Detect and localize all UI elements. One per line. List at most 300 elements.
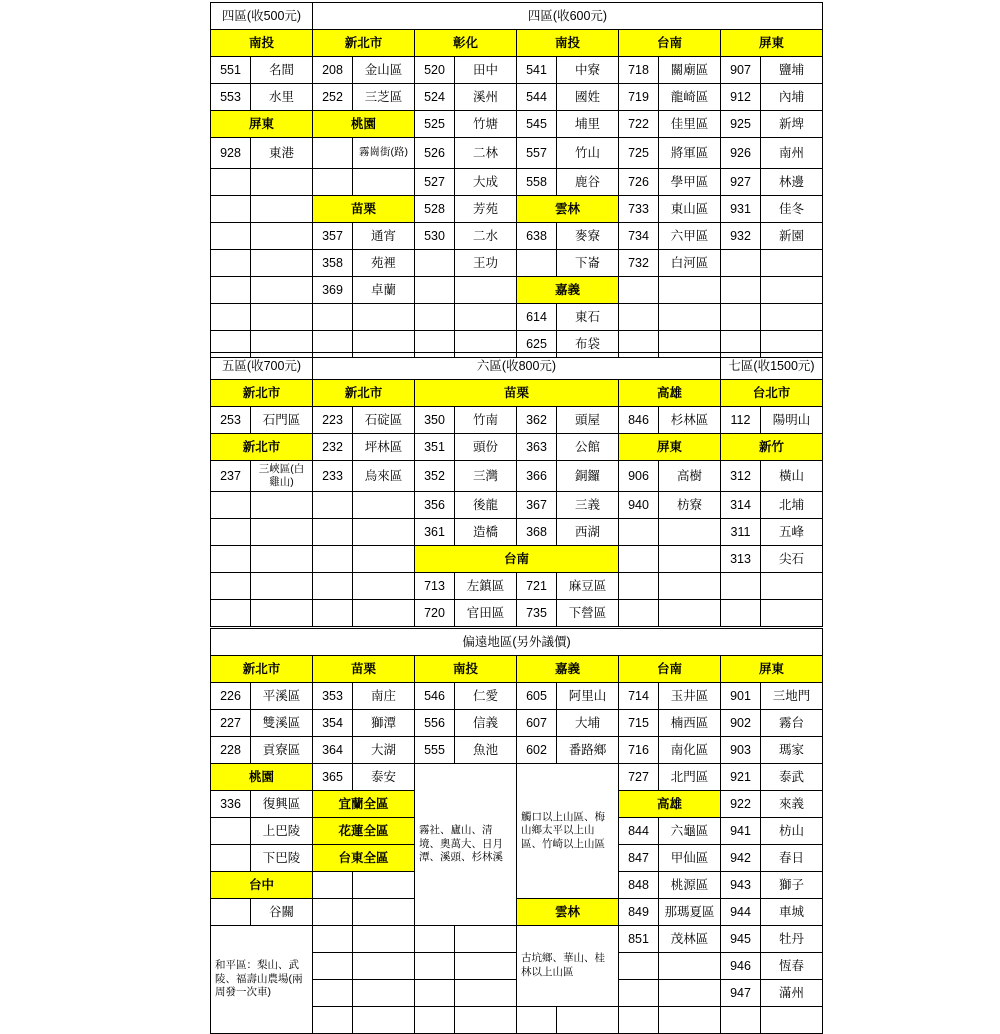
- area: 六甲區: [659, 223, 721, 250]
- area: 南化區: [659, 737, 721, 764]
- code: 367: [517, 492, 557, 519]
- code: 544: [517, 84, 557, 111]
- table-row: [211, 573, 823, 600]
- area: 高樹: [659, 461, 721, 492]
- empty-cell: [211, 277, 251, 304]
- area: 貢寮區: [251, 737, 313, 764]
- table-row: [211, 196, 823, 223]
- area: 大成: [455, 169, 517, 196]
- empty-cell: [415, 304, 455, 331]
- empty-cell: [761, 277, 823, 304]
- empty-cell: [659, 519, 721, 546]
- code: 714: [619, 683, 659, 710]
- empty-cell: [721, 600, 761, 627]
- code: 721: [517, 573, 557, 600]
- code: 233: [313, 461, 353, 492]
- code: 364: [313, 737, 353, 764]
- empty-cell: [415, 980, 455, 1007]
- area: 下巴陵: [251, 845, 313, 872]
- empty-cell: [619, 546, 659, 573]
- code: 605: [517, 683, 557, 710]
- group-header-newtaipei-3: 新北市: [211, 434, 313, 461]
- area: 佳冬: [761, 196, 823, 223]
- group-header-nantou: 南投: [211, 30, 313, 57]
- empty-cell: [455, 926, 517, 953]
- code: 368: [517, 519, 557, 546]
- code: 541: [517, 57, 557, 84]
- empty-cell: [211, 519, 251, 546]
- empty-cell: [659, 304, 721, 331]
- group-header-row: [211, 656, 823, 683]
- code: 946: [721, 953, 761, 980]
- group-header-kaohsiung: 高雄: [619, 380, 721, 407]
- code: 546: [415, 683, 455, 710]
- code: 237: [211, 461, 251, 492]
- area: 林邊: [761, 169, 823, 196]
- code: 208: [313, 57, 353, 84]
- area: 霧崗街(路): [353, 138, 415, 169]
- code: 625: [517, 331, 557, 358]
- group-header-taichung: 台中: [211, 872, 313, 899]
- area: 三義: [557, 492, 619, 519]
- empty-cell: [619, 573, 659, 600]
- area: 中寮: [557, 57, 619, 84]
- area: 頭屋: [557, 407, 619, 434]
- group-header-hsinchu: 新竹: [721, 434, 823, 461]
- area: 滿州: [761, 980, 823, 1007]
- code: 551: [211, 57, 251, 84]
- code: 638: [517, 223, 557, 250]
- area: 通宵: [353, 223, 415, 250]
- code: 527: [415, 169, 455, 196]
- group-header-row: [211, 380, 823, 407]
- group-header-newtaipei-2: 新北市: [313, 380, 415, 407]
- area: 新園: [761, 223, 823, 250]
- group-header-kaohsiung: 高雄: [619, 791, 721, 818]
- area: 桃源區: [659, 872, 721, 899]
- zone-title-1500: 七區(收1500元): [721, 353, 823, 380]
- zone-table-remote: [210, 628, 823, 1034]
- area: 玉井區: [659, 683, 721, 710]
- zone-title-800: 六區(收800元): [313, 353, 721, 380]
- group-header-changhua: 彰化: [415, 30, 517, 57]
- code: 922: [721, 791, 761, 818]
- code: 848: [619, 872, 659, 899]
- zone-table-five-six-seven: [210, 352, 823, 627]
- area: 橫山: [761, 461, 823, 492]
- area: 北門區: [659, 764, 721, 791]
- code: 252: [313, 84, 353, 111]
- table-title-row: [211, 3, 823, 30]
- area: 鹽埔: [761, 57, 823, 84]
- empty-cell: [353, 519, 415, 546]
- code: 847: [619, 845, 659, 872]
- table-row: [211, 304, 823, 331]
- code: 912: [721, 84, 761, 111]
- code: 907: [721, 57, 761, 84]
- area: 芳苑: [455, 196, 517, 223]
- empty-cell: [313, 492, 353, 519]
- code: 614: [517, 304, 557, 331]
- group-header-taoyuan: 桃園: [313, 111, 415, 138]
- code: 733: [619, 196, 659, 223]
- area: 西湖: [557, 519, 619, 546]
- empty-cell: [353, 980, 415, 1007]
- code: 353: [313, 683, 353, 710]
- area: 三峽區(白雞山): [251, 461, 313, 492]
- empty-cell: [619, 953, 659, 980]
- empty-cell: [721, 250, 761, 277]
- group-header-newtaipei: 新北市: [211, 380, 313, 407]
- area: 枋山: [761, 818, 823, 845]
- area: 左鎮區: [455, 573, 517, 600]
- table-row: [211, 84, 823, 111]
- code: 851: [619, 926, 659, 953]
- empty-cell: [251, 573, 313, 600]
- group-header-newtaipei: 新北市: [211, 656, 313, 683]
- table-row: [211, 277, 823, 304]
- area: 新埤: [761, 111, 823, 138]
- code: 925: [721, 111, 761, 138]
- empty-cell: [313, 926, 353, 953]
- code: 713: [415, 573, 455, 600]
- group-header-taoyuan: 桃園: [211, 764, 313, 791]
- area: 南庄: [353, 683, 415, 710]
- area: 麥寮: [557, 223, 619, 250]
- code: 311: [721, 519, 761, 546]
- code: 902: [721, 710, 761, 737]
- empty-cell: [415, 1007, 455, 1034]
- taichung-remote-note: 和平區：梨山、武陵、福壽山農場(兩周發一次車): [211, 926, 313, 1034]
- empty-cell: [353, 1007, 415, 1034]
- group-header-tainan: 台南: [619, 30, 721, 57]
- code: 112: [721, 407, 761, 434]
- table-row: [211, 407, 823, 434]
- zone-title-700: 五區(收700元): [211, 353, 313, 380]
- group-header-yilan-all: 宜蘭全區: [313, 791, 415, 818]
- code: 223: [313, 407, 353, 434]
- code: 735: [517, 600, 557, 627]
- code: 526: [415, 138, 455, 169]
- empty-cell: [313, 600, 353, 627]
- area: 仁愛: [455, 683, 517, 710]
- area: 溪州: [455, 84, 517, 111]
- code: 557: [517, 138, 557, 169]
- area: 東港: [251, 138, 313, 169]
- area: 谷關: [251, 899, 313, 926]
- empty-cell: [721, 573, 761, 600]
- empty-cell: [659, 953, 721, 980]
- area: 甲仙區: [659, 845, 721, 872]
- empty-cell: [313, 872, 353, 899]
- empty-cell: [557, 1007, 619, 1034]
- empty-cell: [251, 600, 313, 627]
- code: 520: [415, 57, 455, 84]
- area: 後龍: [455, 492, 517, 519]
- area: 獅潭: [353, 710, 415, 737]
- empty-cell: [353, 953, 415, 980]
- empty-cell: [455, 953, 517, 980]
- empty-cell: [211, 223, 251, 250]
- group-header-pingtung: 屏東: [721, 656, 823, 683]
- table-row: [211, 250, 823, 277]
- empty-cell: [659, 277, 721, 304]
- code: 941: [721, 818, 761, 845]
- empty-cell: [455, 980, 517, 1007]
- empty-cell: [659, 573, 721, 600]
- code: 553: [211, 84, 251, 111]
- empty-cell: [251, 196, 313, 223]
- code: 927: [721, 169, 761, 196]
- code: 313: [721, 546, 761, 573]
- code: 732: [619, 250, 659, 277]
- table-row: [211, 600, 823, 627]
- code: 906: [619, 461, 659, 492]
- area: 二水: [455, 223, 517, 250]
- area: 牡丹: [761, 926, 823, 953]
- code: 369: [313, 277, 353, 304]
- area: 春日: [761, 845, 823, 872]
- area: 白河區: [659, 250, 721, 277]
- empty-cell: [211, 492, 251, 519]
- area: 將軍區: [659, 138, 721, 169]
- table-row: [211, 737, 823, 764]
- area: 麻豆區: [557, 573, 619, 600]
- group-header-taitung-all: 台東全區: [313, 845, 415, 872]
- code: 944: [721, 899, 761, 926]
- empty-cell: [619, 600, 659, 627]
- group-header-chiayi: 嘉義: [517, 656, 619, 683]
- empty-cell: [415, 277, 455, 304]
- empty-cell: [761, 600, 823, 627]
- code: 940: [619, 492, 659, 519]
- group-header-row: [211, 30, 823, 57]
- code: 312: [721, 461, 761, 492]
- area: 北埔: [761, 492, 823, 519]
- code: 602: [517, 737, 557, 764]
- empty-cell: [251, 519, 313, 546]
- code: 226: [211, 683, 251, 710]
- group-header-yunlin: 雲林: [517, 196, 619, 223]
- code: 716: [619, 737, 659, 764]
- empty-cell: [415, 953, 455, 980]
- area: 造橋: [455, 519, 517, 546]
- area: 東石: [557, 304, 619, 331]
- area: 布袋: [557, 331, 619, 358]
- zone-table-four: [210, 2, 823, 358]
- empty-cell: [761, 1007, 823, 1034]
- empty-cell: [619, 277, 659, 304]
- nantou-remote-note: 霧社、廬山、清境、奧萬大、日月潭、溪頭、杉林溪: [415, 764, 517, 926]
- area: 霧台: [761, 710, 823, 737]
- table-row: [211, 764, 823, 791]
- area: 石門區: [251, 407, 313, 434]
- code: 715: [619, 710, 659, 737]
- code: 253: [211, 407, 251, 434]
- empty-cell: [251, 277, 313, 304]
- empty-cell: [415, 250, 455, 277]
- empty-cell: [251, 250, 313, 277]
- area: 銅鑼: [557, 461, 619, 492]
- empty-cell: [455, 277, 517, 304]
- area: 內埔: [761, 84, 823, 111]
- area: 信義: [455, 710, 517, 737]
- code: 943: [721, 872, 761, 899]
- empty-cell: [211, 818, 251, 845]
- code: 351: [415, 434, 455, 461]
- empty-cell: [353, 492, 415, 519]
- empty-cell: [619, 1007, 659, 1034]
- empty-cell: [619, 519, 659, 546]
- empty-cell: [211, 845, 251, 872]
- empty-cell: [211, 573, 251, 600]
- area: 三地門: [761, 683, 823, 710]
- area: 田中: [455, 57, 517, 84]
- empty-cell: [761, 304, 823, 331]
- code: 363: [517, 434, 557, 461]
- area: 魚池: [455, 737, 517, 764]
- area: 陽明山: [761, 407, 823, 434]
- area: 下崙: [557, 250, 619, 277]
- empty-cell: [659, 1007, 721, 1034]
- code: 556: [415, 710, 455, 737]
- empty-cell: [721, 1007, 761, 1034]
- code: 362: [517, 407, 557, 434]
- group-header-miaoli: 苗栗: [313, 656, 415, 683]
- area: 名間: [251, 57, 313, 84]
- empty-cell: [517, 250, 557, 277]
- code: 530: [415, 223, 455, 250]
- area: 石碇區: [353, 407, 415, 434]
- code: 947: [721, 980, 761, 1007]
- code: 931: [721, 196, 761, 223]
- area: 楠西區: [659, 710, 721, 737]
- code: 727: [619, 764, 659, 791]
- area: 佳里區: [659, 111, 721, 138]
- code: 926: [721, 138, 761, 169]
- area: 車城: [761, 899, 823, 926]
- area: 大湖: [353, 737, 415, 764]
- area: 復興區: [251, 791, 313, 818]
- group-header-newtaipei: 新北市: [313, 30, 415, 57]
- code: 725: [619, 138, 659, 169]
- zone-title-500: 四區(收500元): [211, 3, 313, 30]
- table-row: [211, 169, 823, 196]
- area: 平溪區: [251, 683, 313, 710]
- area: 官田區: [455, 600, 517, 627]
- area: 卓蘭: [353, 277, 415, 304]
- area: 三芝區: [353, 84, 415, 111]
- group-header-miaoli: 苗栗: [415, 380, 619, 407]
- area: 南州: [761, 138, 823, 169]
- empty-cell: [721, 277, 761, 304]
- table-row: [211, 223, 823, 250]
- empty-cell: [313, 953, 353, 980]
- code: 903: [721, 737, 761, 764]
- area: 泰武: [761, 764, 823, 791]
- code: 921: [721, 764, 761, 791]
- code: 932: [721, 223, 761, 250]
- code: 528: [415, 196, 455, 223]
- empty-cell: [211, 196, 251, 223]
- group-header-tainan: 台南: [415, 546, 619, 573]
- code: 844: [619, 818, 659, 845]
- area: 頭份: [455, 434, 517, 461]
- empty-cell: [251, 304, 313, 331]
- empty-cell: [353, 573, 415, 600]
- code: 356: [415, 492, 455, 519]
- group-header-pingtung-2: 屏東: [211, 111, 313, 138]
- code: 232: [313, 434, 353, 461]
- group-header-miaoli: 苗栗: [313, 196, 415, 223]
- empty-cell: [211, 600, 251, 627]
- empty-cell: [353, 169, 415, 196]
- empty-cell: [353, 899, 415, 926]
- empty-cell: [619, 304, 659, 331]
- empty-cell: [211, 546, 251, 573]
- code: 314: [721, 492, 761, 519]
- empty-cell: [353, 926, 415, 953]
- empty-cell: [721, 304, 761, 331]
- group-header-hualien-all: 花蓮全區: [313, 818, 415, 845]
- area: 枋寮: [659, 492, 721, 519]
- code: 945: [721, 926, 761, 953]
- code: [313, 138, 353, 169]
- code: 719: [619, 84, 659, 111]
- empty-cell: [211, 304, 251, 331]
- code: 365: [313, 764, 353, 791]
- empty-cell: [251, 546, 313, 573]
- code: 525: [415, 111, 455, 138]
- code: 228: [211, 737, 251, 764]
- area: 龍崎區: [659, 84, 721, 111]
- table-row: [211, 111, 823, 138]
- group-header-chiayi: 嘉義: [517, 277, 619, 304]
- code: 357: [313, 223, 353, 250]
- area: 竹塘: [455, 111, 517, 138]
- empty-cell: [313, 980, 353, 1007]
- table-row: [211, 926, 823, 953]
- group-header-nantou-2: 南投: [517, 30, 619, 57]
- code: 358: [313, 250, 353, 277]
- table-row: [211, 434, 823, 461]
- remote-title: 偏遠地區(另外議價): [211, 629, 823, 656]
- area: 坪林區: [353, 434, 415, 461]
- empty-cell: [211, 169, 251, 196]
- table-row: [211, 57, 823, 84]
- yunlin-remote-note: 古坑鄉、華山、桂林以上山區: [517, 926, 619, 1007]
- area: 三灣: [455, 461, 517, 492]
- area: 上巴陵: [251, 818, 313, 845]
- table-title-row: [211, 629, 823, 656]
- table-row: [211, 683, 823, 710]
- area: 雙溪區: [251, 710, 313, 737]
- area: 水里: [251, 84, 313, 111]
- group-header-pingtung: 屏東: [619, 434, 721, 461]
- table-row: [211, 519, 823, 546]
- area: 學甲區: [659, 169, 721, 196]
- zone-title-600: 四區(收600元): [313, 3, 823, 30]
- area: 竹南: [455, 407, 517, 434]
- table-row: [211, 710, 823, 737]
- code: 734: [619, 223, 659, 250]
- code: 607: [517, 710, 557, 737]
- empty-cell: [313, 519, 353, 546]
- code: 718: [619, 57, 659, 84]
- code: 354: [313, 710, 353, 737]
- table-title-row: [211, 353, 823, 380]
- area: 恆春: [761, 953, 823, 980]
